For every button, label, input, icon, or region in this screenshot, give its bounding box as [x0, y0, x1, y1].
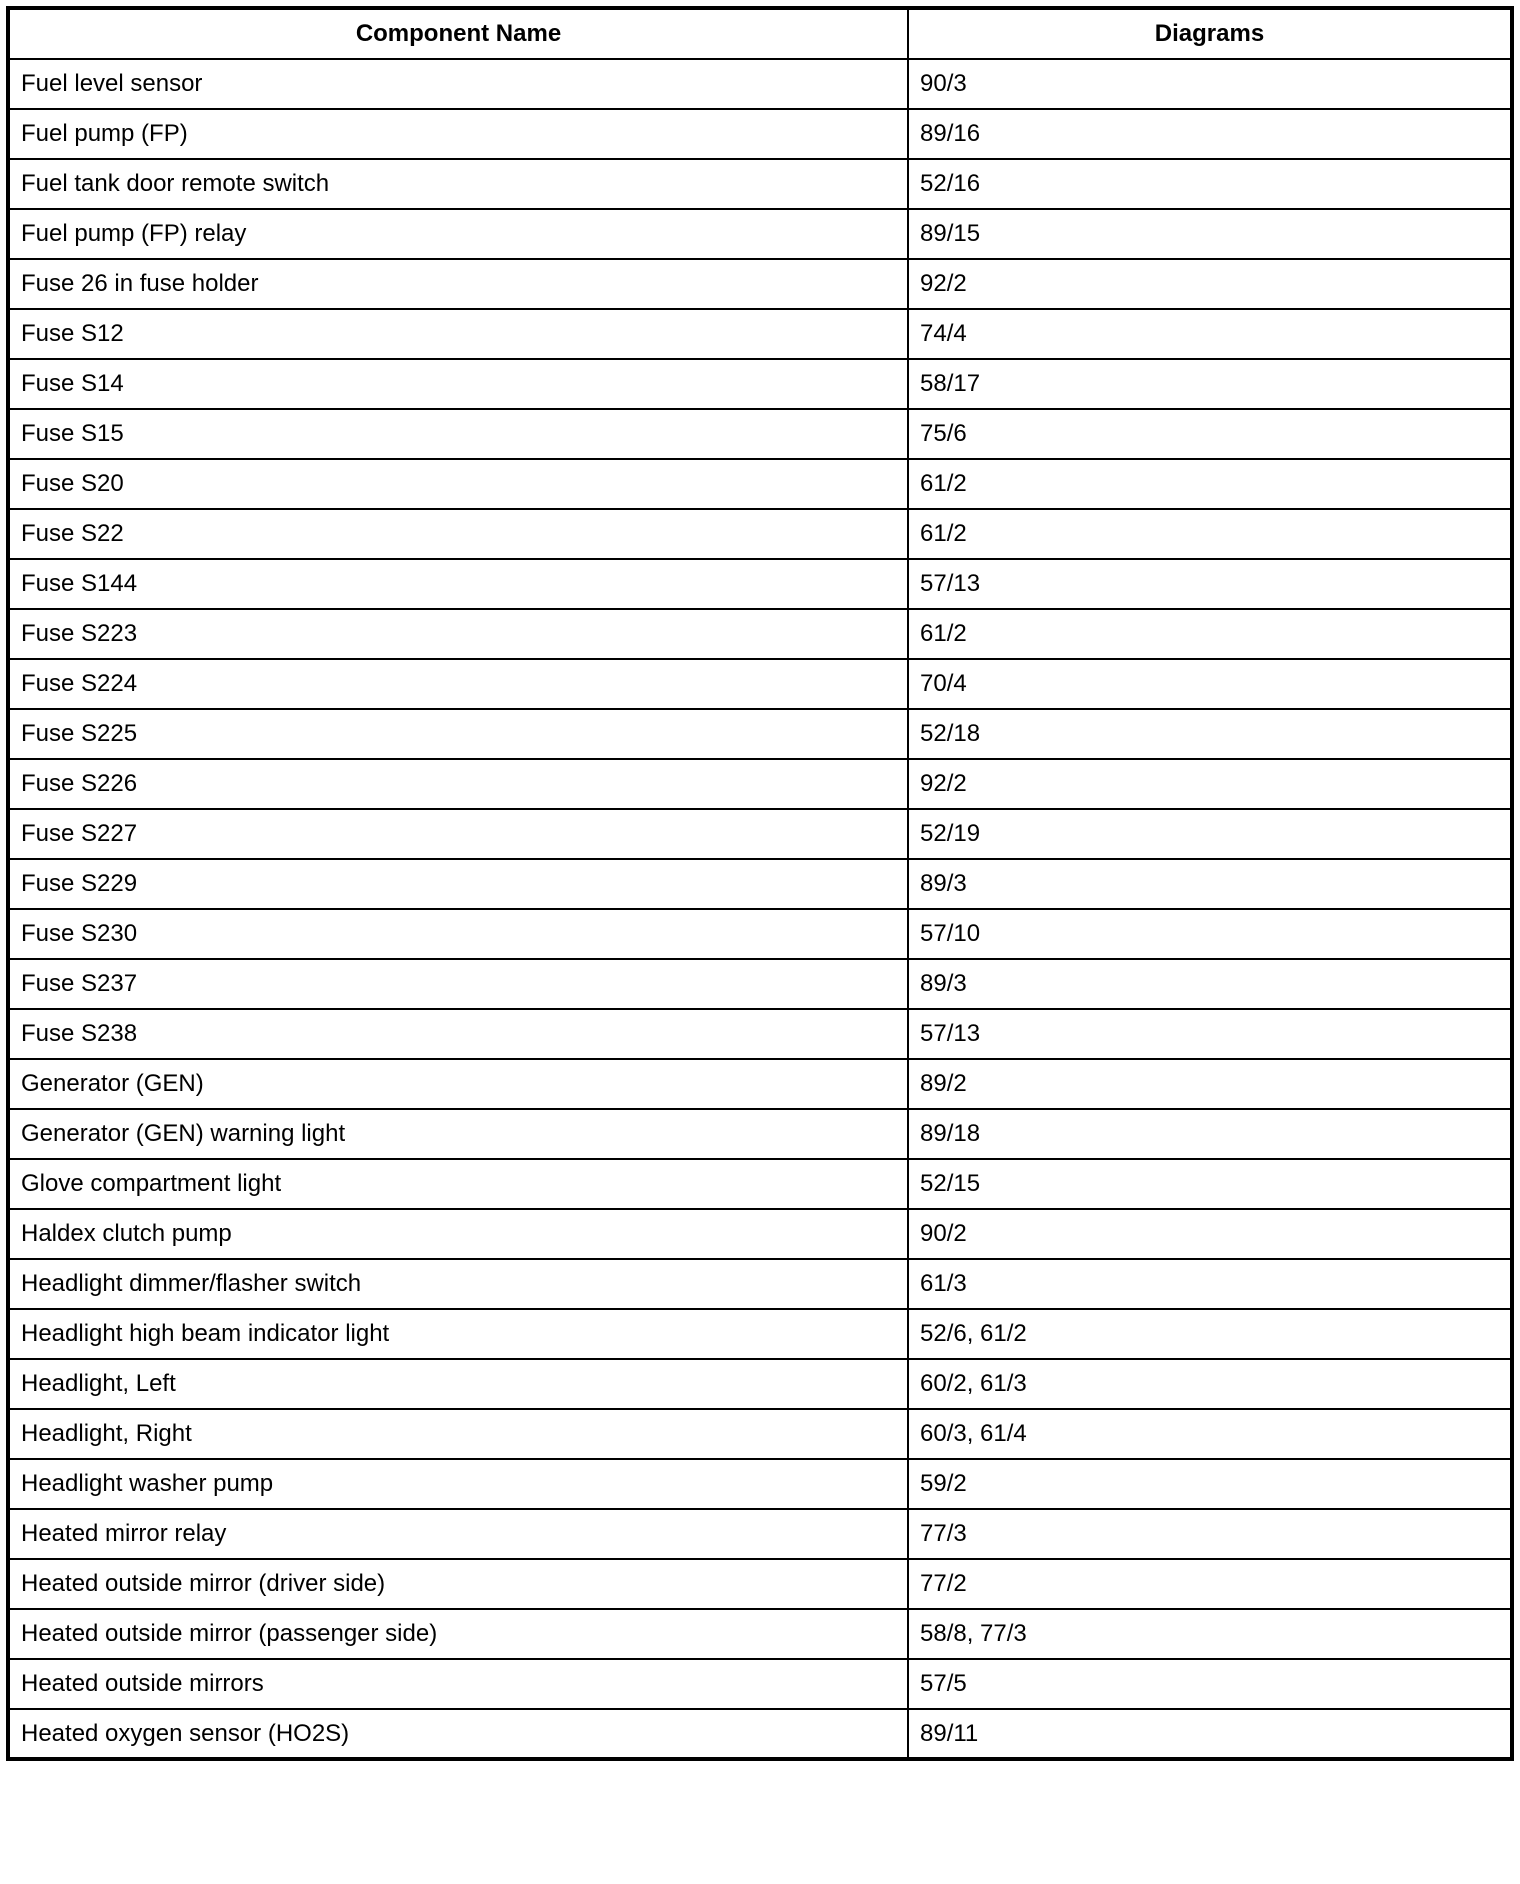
diagrams-cell: 89/16 — [908, 109, 1512, 159]
diagrams-cell: 61/2 — [908, 609, 1512, 659]
component-name-cell: Fuse S226 — [8, 759, 908, 809]
component-name-cell: Headlight washer pump — [8, 1459, 908, 1509]
diagrams-cell: 75/6 — [908, 409, 1512, 459]
component-name-cell: Fuse S237 — [8, 959, 908, 1009]
component-name-cell: Fuel pump (FP) — [8, 109, 908, 159]
component-name-cell: Heated mirror relay — [8, 1509, 908, 1559]
table-row — [8, 1209, 1512, 1259]
diagrams-cell: 89/11 — [908, 1709, 1512, 1759]
diagrams-cell: 60/3, 61/4 — [908, 1409, 1512, 1459]
component-name-cell: Heated oxygen sensor (HO2S) — [8, 1709, 908, 1759]
table-row — [8, 1359, 1512, 1409]
component-name-cell: Fuel tank door remote switch — [8, 159, 908, 209]
component-name-cell: Generator (GEN) warning light — [8, 1109, 908, 1159]
diagrams-cell: 90/3 — [908, 59, 1512, 109]
table-row — [8, 809, 1512, 859]
table-row — [8, 109, 1512, 159]
diagrams-cell: 89/18 — [908, 1109, 1512, 1159]
component-name-cell: Heated outside mirror (driver side) — [8, 1559, 908, 1609]
table-row — [8, 59, 1512, 109]
table-row — [8, 909, 1512, 959]
column-header-component-name: Component Name — [8, 8, 908, 59]
component-name-cell: Fuse S229 — [8, 859, 908, 909]
table-row — [8, 1509, 1512, 1559]
component-name-cell: Fuel pump (FP) relay — [8, 209, 908, 259]
diagrams-cell: 92/2 — [908, 259, 1512, 309]
table-row — [8, 959, 1512, 1009]
table-row — [8, 309, 1512, 359]
table-row — [8, 459, 1512, 509]
diagrams-cell: 70/4 — [908, 659, 1512, 709]
table-row — [8, 1609, 1512, 1659]
diagrams-cell: 59/2 — [908, 1459, 1512, 1509]
table-row — [8, 209, 1512, 259]
component-name-cell: Fuse S15 — [8, 409, 908, 459]
table-row — [8, 1559, 1512, 1609]
diagrams-cell: 61/3 — [908, 1259, 1512, 1309]
component-name-cell: Headlight high beam indicator light — [8, 1309, 908, 1359]
table-row — [8, 709, 1512, 759]
table-row — [8, 759, 1512, 809]
table-row — [8, 509, 1512, 559]
diagrams-cell: 92/2 — [908, 759, 1512, 809]
table-row — [8, 1109, 1512, 1159]
component-table-container — [6, 6, 1510, 1761]
diagrams-cell: 89/3 — [908, 959, 1512, 1009]
diagrams-cell: 52/19 — [908, 809, 1512, 859]
table-row — [8, 359, 1512, 409]
table-row — [8, 1059, 1512, 1109]
diagrams-cell: 90/2 — [908, 1209, 1512, 1259]
diagrams-cell: 57/13 — [908, 559, 1512, 609]
component-name-cell: Fuse S238 — [8, 1009, 908, 1059]
table-body — [8, 59, 1512, 1759]
diagrams-cell: 52/6, 61/2 — [908, 1309, 1512, 1359]
component-name-cell: Generator (GEN) — [8, 1059, 908, 1109]
component-name-cell: Haldex clutch pump — [8, 1209, 908, 1259]
component-name-cell: Fuse S20 — [8, 459, 908, 509]
table-row — [8, 1409, 1512, 1459]
table-row — [8, 1659, 1512, 1709]
diagrams-cell: 61/2 — [908, 509, 1512, 559]
table-header-row — [8, 8, 1512, 59]
diagrams-cell: 52/18 — [908, 709, 1512, 759]
table-row — [8, 859, 1512, 909]
component-name-cell: Headlight dimmer/flasher switch — [8, 1259, 908, 1309]
table-row — [8, 1259, 1512, 1309]
component-name-cell: Fuse S225 — [8, 709, 908, 759]
component-name-cell: Fuse S223 — [8, 609, 908, 659]
table-row — [8, 259, 1512, 309]
component-name-cell: Fuse S22 — [8, 509, 908, 559]
diagrams-cell: 74/4 — [908, 309, 1512, 359]
table-row — [8, 609, 1512, 659]
column-header-diagrams: Diagrams — [908, 8, 1512, 59]
table-row — [8, 559, 1512, 609]
component-name-cell: Glove compartment light — [8, 1159, 908, 1209]
component-name-cell: Headlight, Left — [8, 1359, 908, 1409]
diagrams-cell: 57/5 — [908, 1659, 1512, 1709]
component-name-cell: Fuse S144 — [8, 559, 908, 609]
table-row — [8, 409, 1512, 459]
component-diagram-table — [6, 6, 1514, 1761]
table-row — [8, 1309, 1512, 1359]
table-row — [8, 1709, 1512, 1759]
component-name-cell: Heated outside mirror (passenger side) — [8, 1609, 908, 1659]
diagrams-cell: 89/15 — [908, 209, 1512, 259]
diagrams-cell: 57/13 — [908, 1009, 1512, 1059]
diagrams-cell: 57/10 — [908, 909, 1512, 959]
component-name-cell: Fuse 26 in fuse holder — [8, 259, 908, 309]
diagrams-cell: 52/15 — [908, 1159, 1512, 1209]
component-name-cell: Fuse S227 — [8, 809, 908, 859]
diagrams-cell: 77/2 — [908, 1559, 1512, 1609]
diagrams-cell: 61/2 — [908, 459, 1512, 509]
table-row — [8, 1459, 1512, 1509]
diagrams-cell: 60/2, 61/3 — [908, 1359, 1512, 1409]
component-name-cell: Heated outside mirrors — [8, 1659, 908, 1709]
diagrams-cell: 89/3 — [908, 859, 1512, 909]
diagrams-cell: 58/8, 77/3 — [908, 1609, 1512, 1659]
component-name-cell: Fuse S224 — [8, 659, 908, 709]
component-name-cell: Fuel level sensor — [8, 59, 908, 109]
diagrams-cell: 58/17 — [908, 359, 1512, 409]
diagrams-cell: 77/3 — [908, 1509, 1512, 1559]
table-row — [8, 1159, 1512, 1209]
component-name-cell: Fuse S12 — [8, 309, 908, 359]
component-name-cell: Fuse S14 — [8, 359, 908, 409]
component-name-cell: Headlight, Right — [8, 1409, 908, 1459]
component-name-cell: Fuse S230 — [8, 909, 908, 959]
table-row — [8, 1009, 1512, 1059]
diagrams-cell: 52/16 — [908, 159, 1512, 209]
table-row — [8, 659, 1512, 709]
diagrams-cell: 89/2 — [908, 1059, 1512, 1109]
table-row — [8, 159, 1512, 209]
